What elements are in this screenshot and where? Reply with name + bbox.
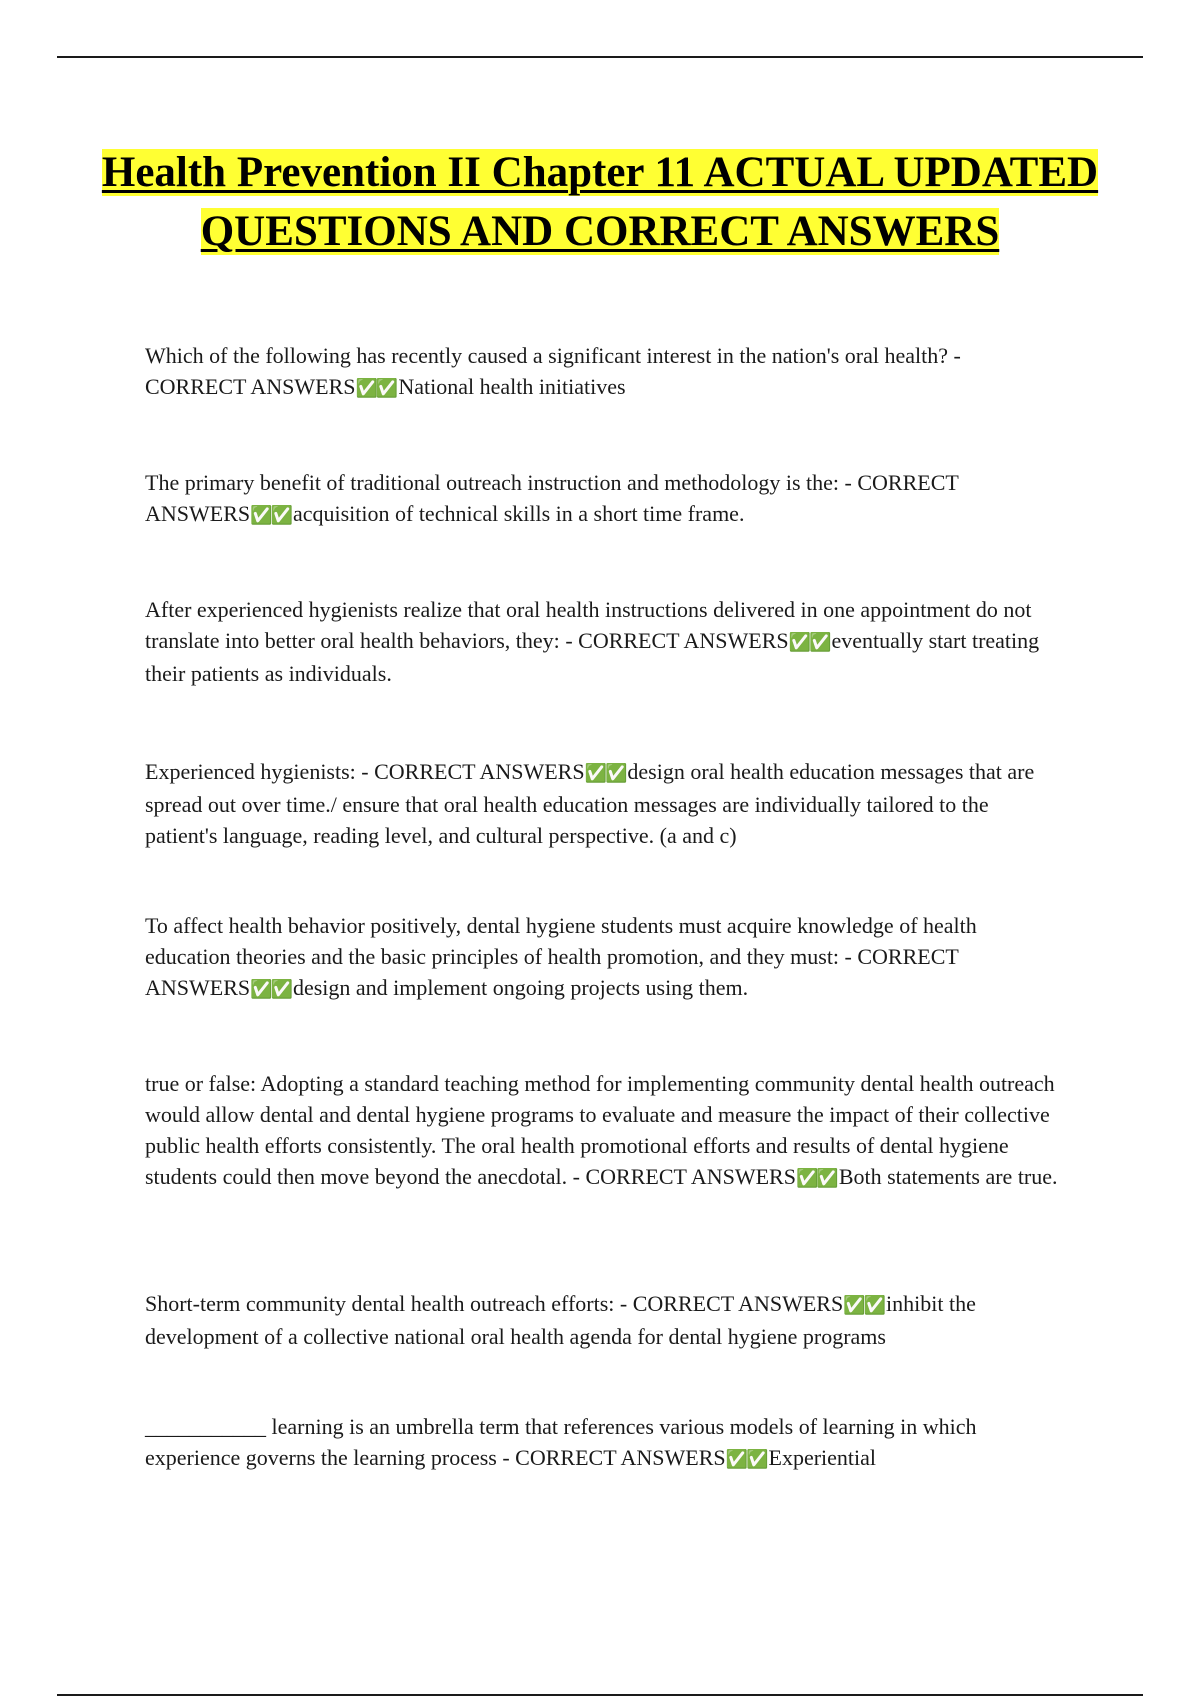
qa-item-5 — [145, 910, 1065, 1005]
question-text: true or false: Adopting a standard teaching method for implementing community dental health outreach would allow dental and dental hygiene programs to evaluate and measure the impact of their collective public health efforts consistently. The oral health promotional efforts and results of dental hygiene students could then move beyond the anecdotal. — [145, 1071, 1055, 1189]
answer-text: inhibit the development of a collective national oral health agenda for dental hygiene programs — [145, 1291, 976, 1349]
answer-label: - CORRECT ANSWERS — [565, 628, 789, 653]
question-text: After experienced hygienists realize that oral health instructions delivered in one appointment do not translate into better oral health behaviors, they: — [145, 597, 1032, 653]
answer-text: design and implement ongoing projects using them. — [292, 975, 749, 1000]
answer-label: - CORRECT ANSWERS — [619, 1291, 844, 1316]
title-block — [100, 143, 1100, 261]
question-text: ___________ learning is an umbrella term that references various models of learning in which experience governs the learning process — [145, 1414, 977, 1470]
top-rule — [57, 56, 1143, 58]
double-check-icon: ✅✅ — [250, 979, 291, 1000]
qa-item-6 — [145, 1068, 1065, 1194]
qa-item-4 — [145, 756, 1065, 851]
double-check-icon: ✅✅ — [843, 1295, 885, 1316]
answer-label: - CORRECT ANSWERS — [145, 470, 959, 526]
answer-text: acquisition of technical skills in a short time frame. — [292, 501, 745, 526]
qa-item-8 — [145, 1411, 1065, 1475]
question-text: To affect health behavior positively, dental hygiene students must acquire knowledge of health education theories and the basic principles of health promotion, and they must: — [145, 913, 977, 969]
qa-item-3 — [145, 594, 1065, 689]
answer-label: - CORRECT ANSWERS — [145, 343, 961, 399]
answer-text: Both statements are true. — [838, 1164, 1058, 1189]
bottom-rule — [57, 1694, 1143, 1696]
question-text: Which of the following has recently caused a significant interest in the nation's oral health? — [145, 343, 949, 368]
document-title: Health Prevention II Chapter 11 ACTUAL UPDATED QUESTIONS AND CORRECT ANSWERS — [101, 149, 1099, 255]
answer-label: - CORRECT ANSWERS — [145, 944, 959, 1000]
double-check-icon: ✅✅ — [584, 763, 626, 784]
qa-item-2 — [145, 467, 1065, 531]
answer-text: Experiential — [768, 1445, 877, 1470]
qa-item-1 — [145, 340, 1065, 404]
question-text: Short-term community dental health outreach efforts: — [145, 1291, 615, 1316]
double-check-icon: ✅✅ — [788, 632, 830, 653]
answer-label: - CORRECT ANSWERS — [361, 759, 585, 784]
double-check-icon: ✅✅ — [250, 505, 291, 526]
answer-label: - CORRECT ANSWERS — [572, 1164, 796, 1189]
qa-item-7 — [145, 1288, 1065, 1352]
answer-text: design oral health education messages that are spread out over time./ ensure that oral health education messages are individually tailored to the patient's language, reading level, and cultural perspective. (a and c) — [145, 759, 1035, 848]
question-text: Experienced hygienists: — [145, 759, 356, 784]
double-check-icon: ✅✅ — [795, 1168, 837, 1189]
answer-label: - CORRECT ANSWERS — [502, 1445, 726, 1470]
answer-text: eventually start treating their patients as individuals. — [145, 628, 1040, 686]
double-check-icon: ✅✅ — [725, 1449, 767, 1470]
question-text: The primary benefit of traditional outreach instruction and methodology is the: — [145, 470, 840, 495]
double-check-icon: ✅✅ — [355, 378, 397, 399]
answer-text: National health initiatives — [398, 374, 626, 399]
